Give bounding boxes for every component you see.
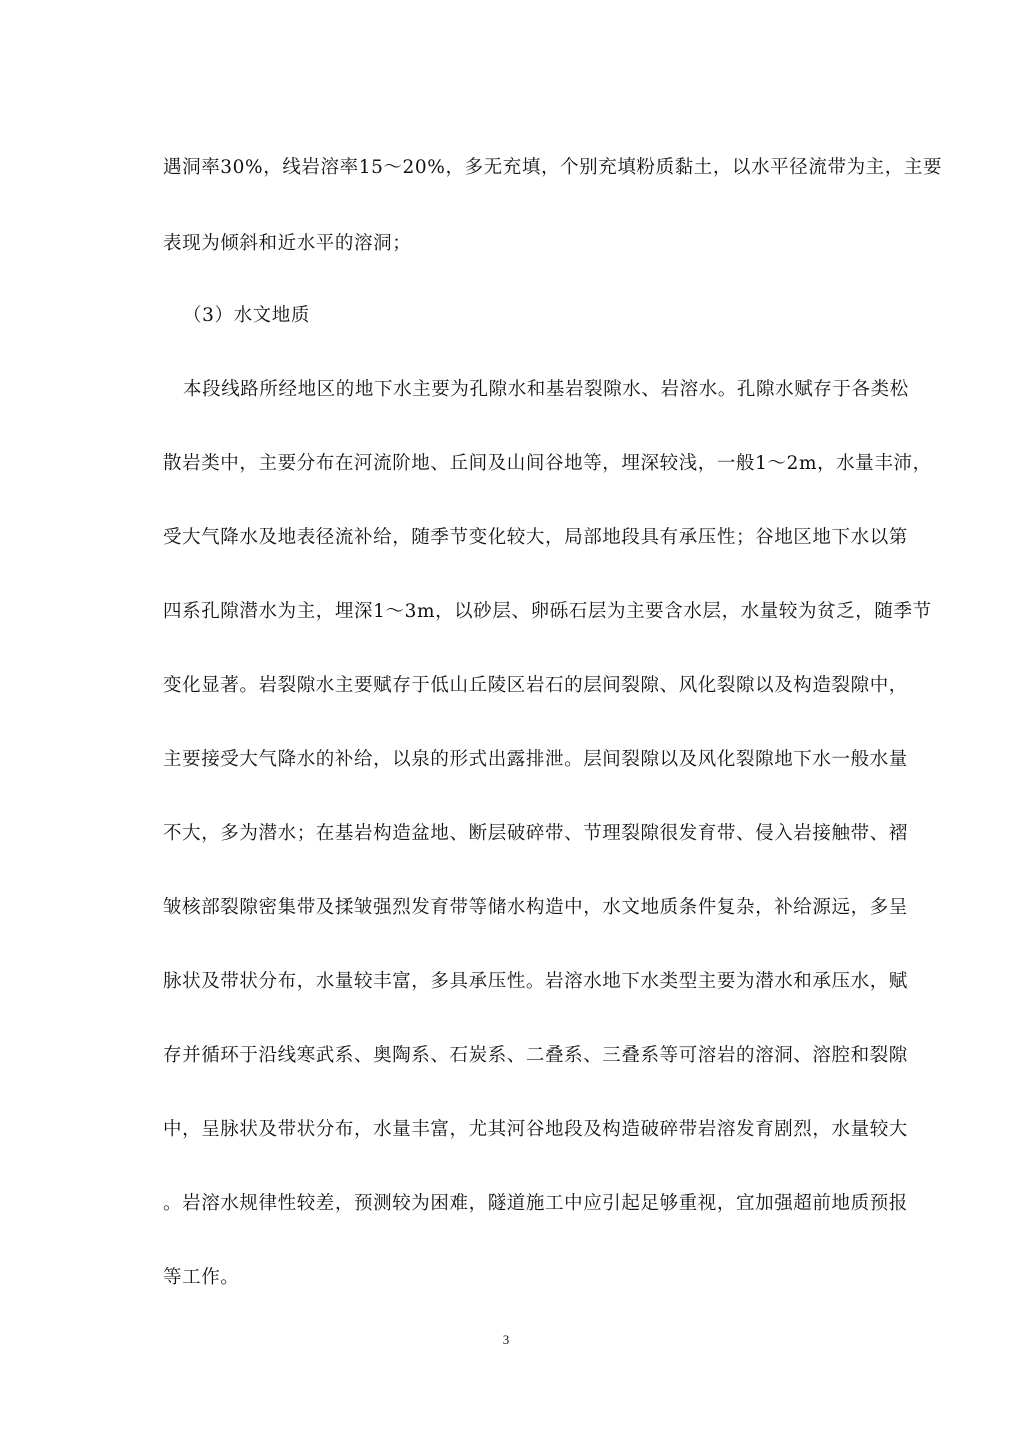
paragraph-line: 散岩类中，主要分布在河流阶地、丘间及山间谷地等，埋深较浅，一般1～2m，水量丰沛， xyxy=(163,453,932,474)
page-number: 3 xyxy=(502,1332,510,1347)
paragraph-line: 。岩溶水规律性较差，预测较为困难，隧道施工中应引起足够重视，宜加强超前地质预报 xyxy=(163,1193,908,1214)
paragraph-line: 主要接受大气降水的补给，以泉的形式出露排泄。层间裂隙以及风化裂隙地下水一般水量 xyxy=(163,749,908,770)
text-line: 遇洞率30%，线岩溶率15～20%，多无充填，个别充填粉质黏土，以水平径流带为主，主要 xyxy=(163,157,943,178)
paragraph-line: 不大，多为潜水；在基岩构造盆地、断层破碎带、节理裂隙很发育带、侵入岩接触带、褶 xyxy=(163,823,908,844)
paragraph-line: 存并循环于沿线寒武系、奥陶系、石炭系、二叠系、三叠系等可溶岩的溶洞、溶腔和裂隙 xyxy=(163,1045,908,1066)
paragraph-line: 中，呈脉状及带状分布，水量丰富，尤其河谷地段及构造破碎带岩溶发育剧烈，水量较大 xyxy=(163,1119,908,1140)
paragraph-line: 脉状及带状分布，水量较丰富，多具承压性。岩溶水地下水类型主要为潜水和承压水，赋 xyxy=(163,971,908,992)
section-heading: （3）水文地质 xyxy=(183,305,310,326)
paragraph-line: 皱核部裂隙密集带及揉皱强烈发育带等储水构造中，水文地质条件复杂，补给源远，多呈 xyxy=(163,897,908,918)
paragraph-line: 受大气降水及地表径流补给，随季节变化较大，局部地段具有承压性；谷地区地下水以第 xyxy=(163,527,908,548)
paragraph-line: 等工作。 xyxy=(163,1267,240,1288)
paragraph-line: 本段线路所经地区的地下水主要为孔隙水和基岩裂隙水、岩溶水。孔隙水赋存于各类松 xyxy=(183,379,909,400)
text-line: 表现为倾斜和近水平的溶洞； xyxy=(163,233,412,254)
paragraph-line: 变化显著。岩裂隙水主要赋存于低山丘陵区岩石的层间裂隙、风化裂隙以及构造裂隙中， xyxy=(163,675,908,696)
paragraph-line: 四系孔隙潜水为主，埋深1～3m，以砂层、卵砾石层为主要含水层，水量较为贫乏，随季节 xyxy=(163,601,932,622)
